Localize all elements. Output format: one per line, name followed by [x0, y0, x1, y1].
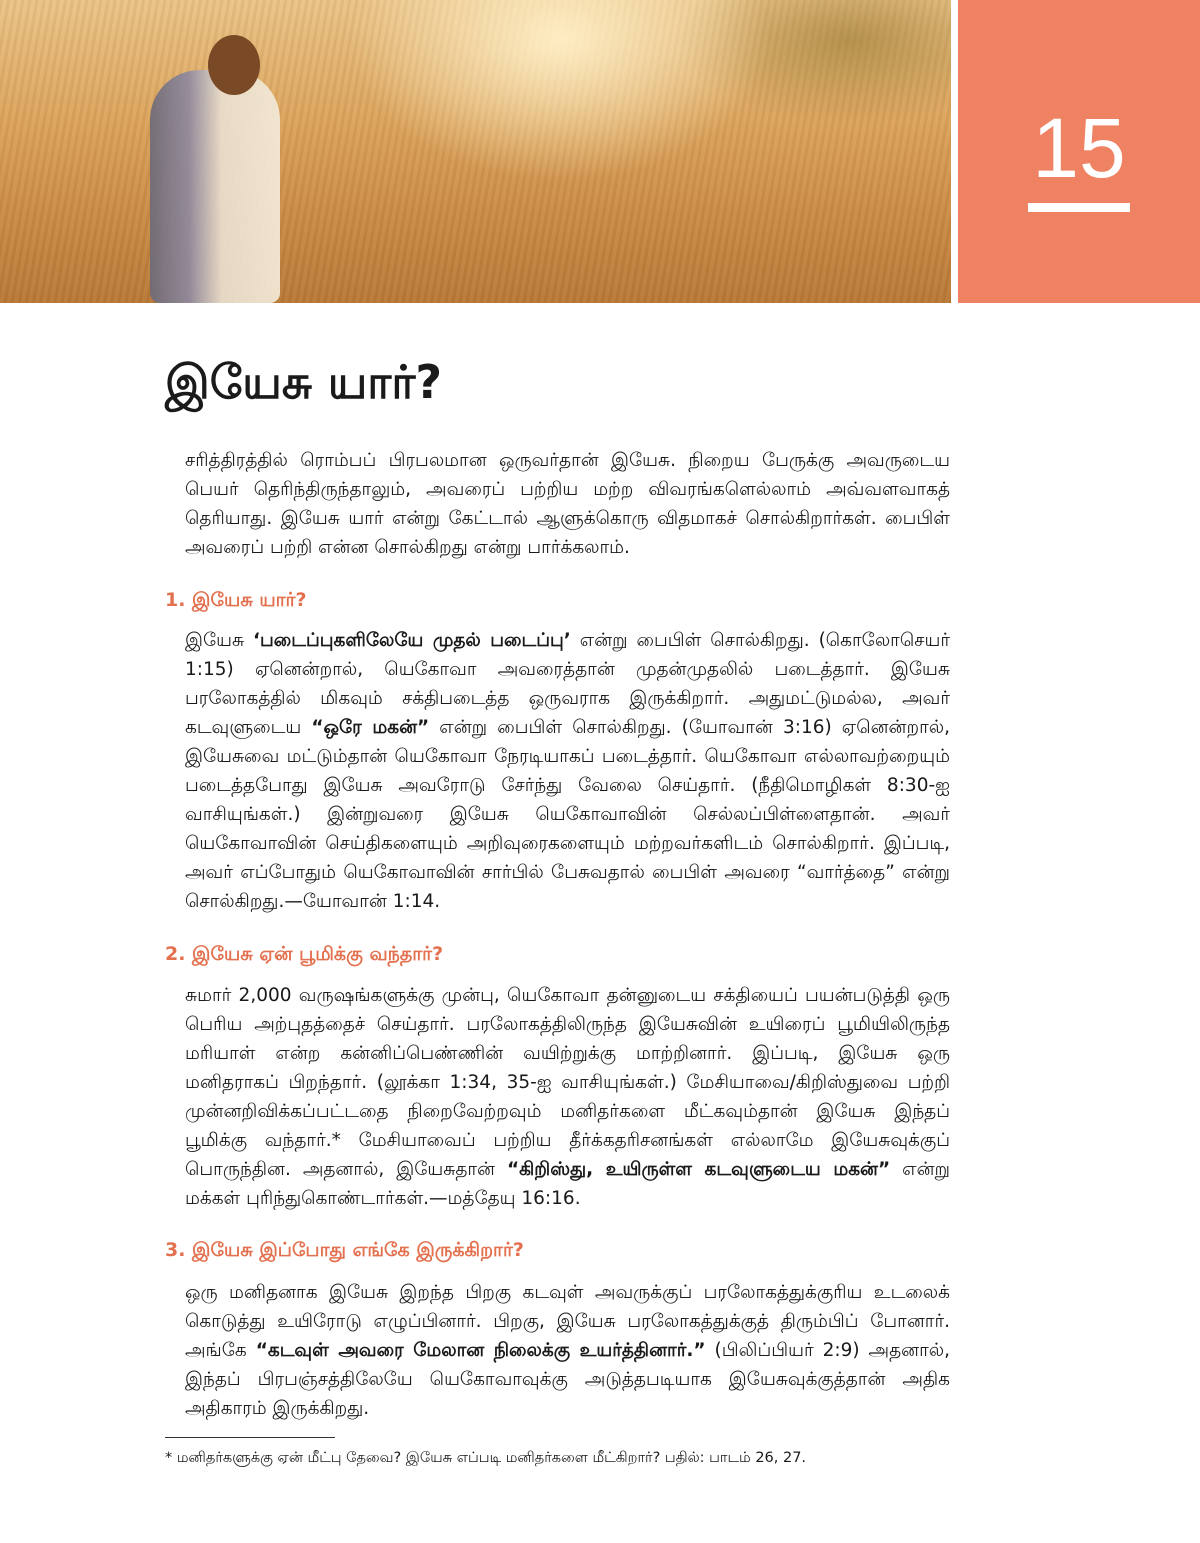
section-heading-2: 2. இயேசு ஏன் பூமிக்கு வந்தார்? — [165, 943, 444, 965]
hero-photo — [0, 0, 951, 303]
text: சுமார் 2,000 வருஷங்களுக்கு முன்பு, யெகோவா தன்னுடைய சக்தியைப் பயன்படுத்தி ஒரு பெரிய அற்புதத்தைச் செய்தார். பரலோகத்திலிருந்த இயேசுவின் உயிரைப் பூமியிலிருந்த மரியாள் என்ற கன்னிப்பெண்ணின் வயிற்றுக்கு மாற்றினார். இப்படி, இயேசு ஒரு மனிதராகப் பிறந்தார். (லூக்கா 1:34, 35-ஐ வாசியுங்கள்.) மேசியாவை/கிறிஸ்துவை பற்றி முன்னறிவிக்கப்பட்டதை நிறைவேற்றவும் மனிதர்களை மீட்கவும்தான் இயேசு இந்தப் பூமிக்கு வந்தார்.* மேசியாவைப் பற்றிய தீர்க்கதரிசனங்கள் எல்லாமே இயேசுவுக்குப் பொருந்தின. அதனால், இயேசுதான் — [185, 985, 950, 1180]
chapter-number-box — [958, 0, 1200, 303]
chapter-number: 15 — [1032, 101, 1126, 195]
page-title: இயேசு யார்? — [165, 355, 443, 409]
jesus-head — [208, 35, 260, 95]
jesus-figure — [150, 70, 280, 303]
bold-quote: “ஒரே மகன்” — [311, 717, 430, 738]
text: இயேசு — [185, 630, 253, 651]
bold-quote: “கடவுள் அவரை மேலான நிலைக்கு உயர்த்தினார்.” — [255, 1340, 706, 1361]
text: ஒரு மனிதனாக இயேசு இறந்த பிறகு கடவுள் அவருக்குப் பரலோகத்துக்குரிய உடலைக் கொடுத்து உயிரோடு எழுப்பினார். பிறகு, இயேசு பரலோகத்துக்குத் திரும்பிப் போனார். அங்கே — [185, 1282, 950, 1361]
footnote-divider — [165, 1437, 335, 1438]
section-paragraph-1 — [185, 626, 950, 916]
section-heading-1: 1. இயேசு யார்? — [165, 589, 307, 611]
text: என்று மக்கள் புரிந்துகொண்டார்கள்.—மத்தேயு 16:16. — [185, 1159, 950, 1209]
footnote: * மனிதர்களுக்கு ஏன் மீட்பு தேவை? இயேசு எப்படி மனிதர்களை மீட்கிறார்? பதில்: பாடம் 26, 27. — [165, 1450, 807, 1466]
intro-paragraph: சரித்திரத்தில் ரொம்பப் பிரபலமான ஒருவர்தான் இயேசு. நிறைய பேருக்கு அவருடைய பெயர் தெரிந்திருந்தாலும், அவரைப் பற்றிய மற்ற விவரங்களெல்லாம் அவ்வளவாகத் தெரியாது. இயேசு யார் என்று கேட்டால் ஆளுக்கொரு விதமாகச் சொல்கிறார்கள். பைபிள் அவரைப் பற்றி என்ன சொல்கிறது என்று பார்க்கலாம். — [185, 450, 950, 558]
section-heading-3: 3. இயேசு இப்போது எங்கே இருக்கிறார்? — [165, 1239, 524, 1261]
chapter-number-underline — [1028, 203, 1130, 212]
text: (பிலிப்பியர் 2:9) அதனால், இந்தப் பிரபஞ்சத்திலேயே யெகோவாவுக்கு அடுத்தபடியாக இயேசுவுக்குத்தான் அதிக அதிகாரம் இருக்கிறது. — [185, 1340, 950, 1419]
text: என்று பைபிள் சொல்கிறது. (யோவான் 3:16) ஏனென்றால், இயேசுவை மட்டும்தான் யெகோவா நேரடியாகப் படைத்தார். யெகோவா எல்லாவற்றையும் படைத்தபோது இயேசு அவரோடு சேர்ந்து வேலை செய்தார். (நீதிமொழிகள் 8:30-ஐ வாசியுங்கள்.) இன்றுவரை இயேசு யெகோவாவின் செல்லப்பிள்ளைதான். அவர் யெகோவாவின் செய்திகளையும் அறிவுரைகளையும் மற்றவர்களிடம் சொல்கிறார். இப்படி, அவர் எப்போதும் யெகோவாவின் சார்பில் பேசுவதால் பைபிள் அவரை “வார்த்தை” என்று சொல்கிறது.—யோவான் 1:14. — [185, 717, 950, 912]
section-paragraph-3 — [185, 1278, 950, 1423]
section-paragraph-2 — [185, 981, 950, 1213]
text: என்று பைபிள் சொல்கிறது. (கொலோசெயர் 1:15) ஏனென்றால், யெகோவா அவரைத்தான் முதன்முதலில் படைத்தார். இயேசு பரலோகத்தில் மிகவும் சக்திபடைத்த ஒருவராக இருக்கிறார். அதுமட்டுமல்ல, அவர் கடவுளுடைய — [185, 630, 951, 738]
bold-quote: ‘படைப்புகளிலேயே முதல் படைப்பு’ — [253, 630, 571, 651]
bold-quote: “கிறிஸ்து, உயிருள்ள கடவுளுடைய மகன்” — [506, 1159, 891, 1180]
